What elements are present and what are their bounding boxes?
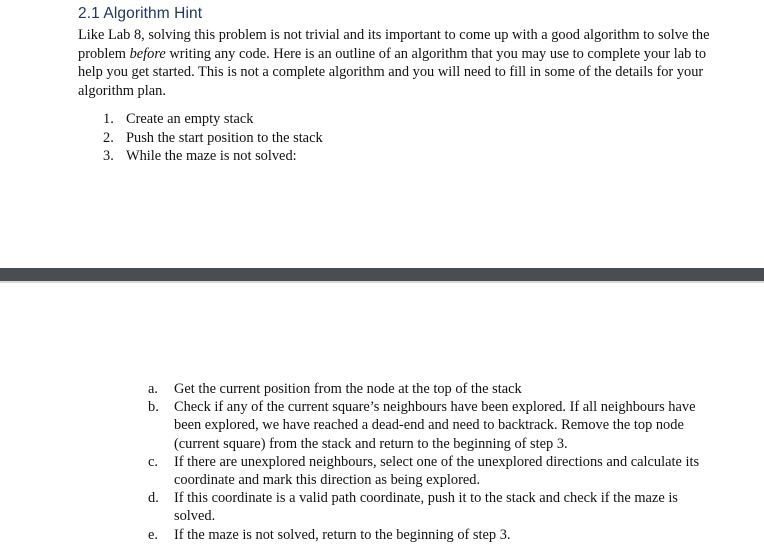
list-item	[148, 398, 708, 453]
substep-letter: e.	[148, 526, 158, 543]
list-item	[148, 380, 708, 398]
substep-text: Check if any of the current square’s neighbours have been explored. If all neighbours have been explored, we have reached a dead-end and need to backtrack. Remove the top node (current square) from the stack and return to the beginning of step 3.	[174, 399, 696, 452]
intro-text-part1: Like Lab 8, solving this problem is not trivial and its important to come up with a good algorithm to solve the problem	[78, 27, 710, 62]
substep-text: Get the current position from the node at the top of the stack	[174, 381, 522, 397]
substep-letter: c.	[148, 453, 158, 470]
intro-emphasis: before	[129, 45, 166, 62]
step-text: Push the start position to the stack	[126, 129, 323, 146]
step-number: 2.	[103, 129, 114, 146]
list-item	[78, 129, 323, 148]
list-item	[148, 489, 708, 525]
step-text: Create an empty stack	[126, 111, 254, 127]
algorithm-steps-list	[78, 110, 323, 166]
intro-paragraph	[78, 26, 718, 100]
step-number: 3.	[103, 148, 114, 165]
list-item	[78, 147, 323, 166]
substep-text: If this coordinate is a valid path coordinate, push it to the stack and check if the maze is solved.	[174, 490, 678, 525]
list-item	[148, 526, 708, 544]
intro-text-part2: writing any code. Here is an outline of an algorithm that you may use to complete your lab to help you get started. This is not a complete algorithm and you will need to fill in some of the details for your algorithm plan.	[78, 45, 707, 99]
algorithm-substeps-list	[148, 380, 708, 544]
list-item	[148, 453, 708, 489]
document-page-top	[0, 0, 764, 268]
list-item	[78, 110, 323, 129]
section-heading: 2.1 Algorithm Hint	[78, 5, 203, 22]
substep-text: If the maze is not solved, return to the beginning of step 3.	[174, 526, 511, 543]
substep-letter: a.	[148, 381, 158, 397]
page-break-divider	[0, 268, 764, 281]
step-number: 1.	[103, 111, 114, 127]
step-text: While the maze is not solved:	[126, 148, 297, 165]
substep-text: If there are unexplored neighbours, select one of the unexplored directions and calculate its coordinate and mark this direction as being explored.	[174, 453, 700, 489]
substep-letter: b.	[148, 399, 159, 416]
substep-letter: d.	[148, 490, 159, 507]
